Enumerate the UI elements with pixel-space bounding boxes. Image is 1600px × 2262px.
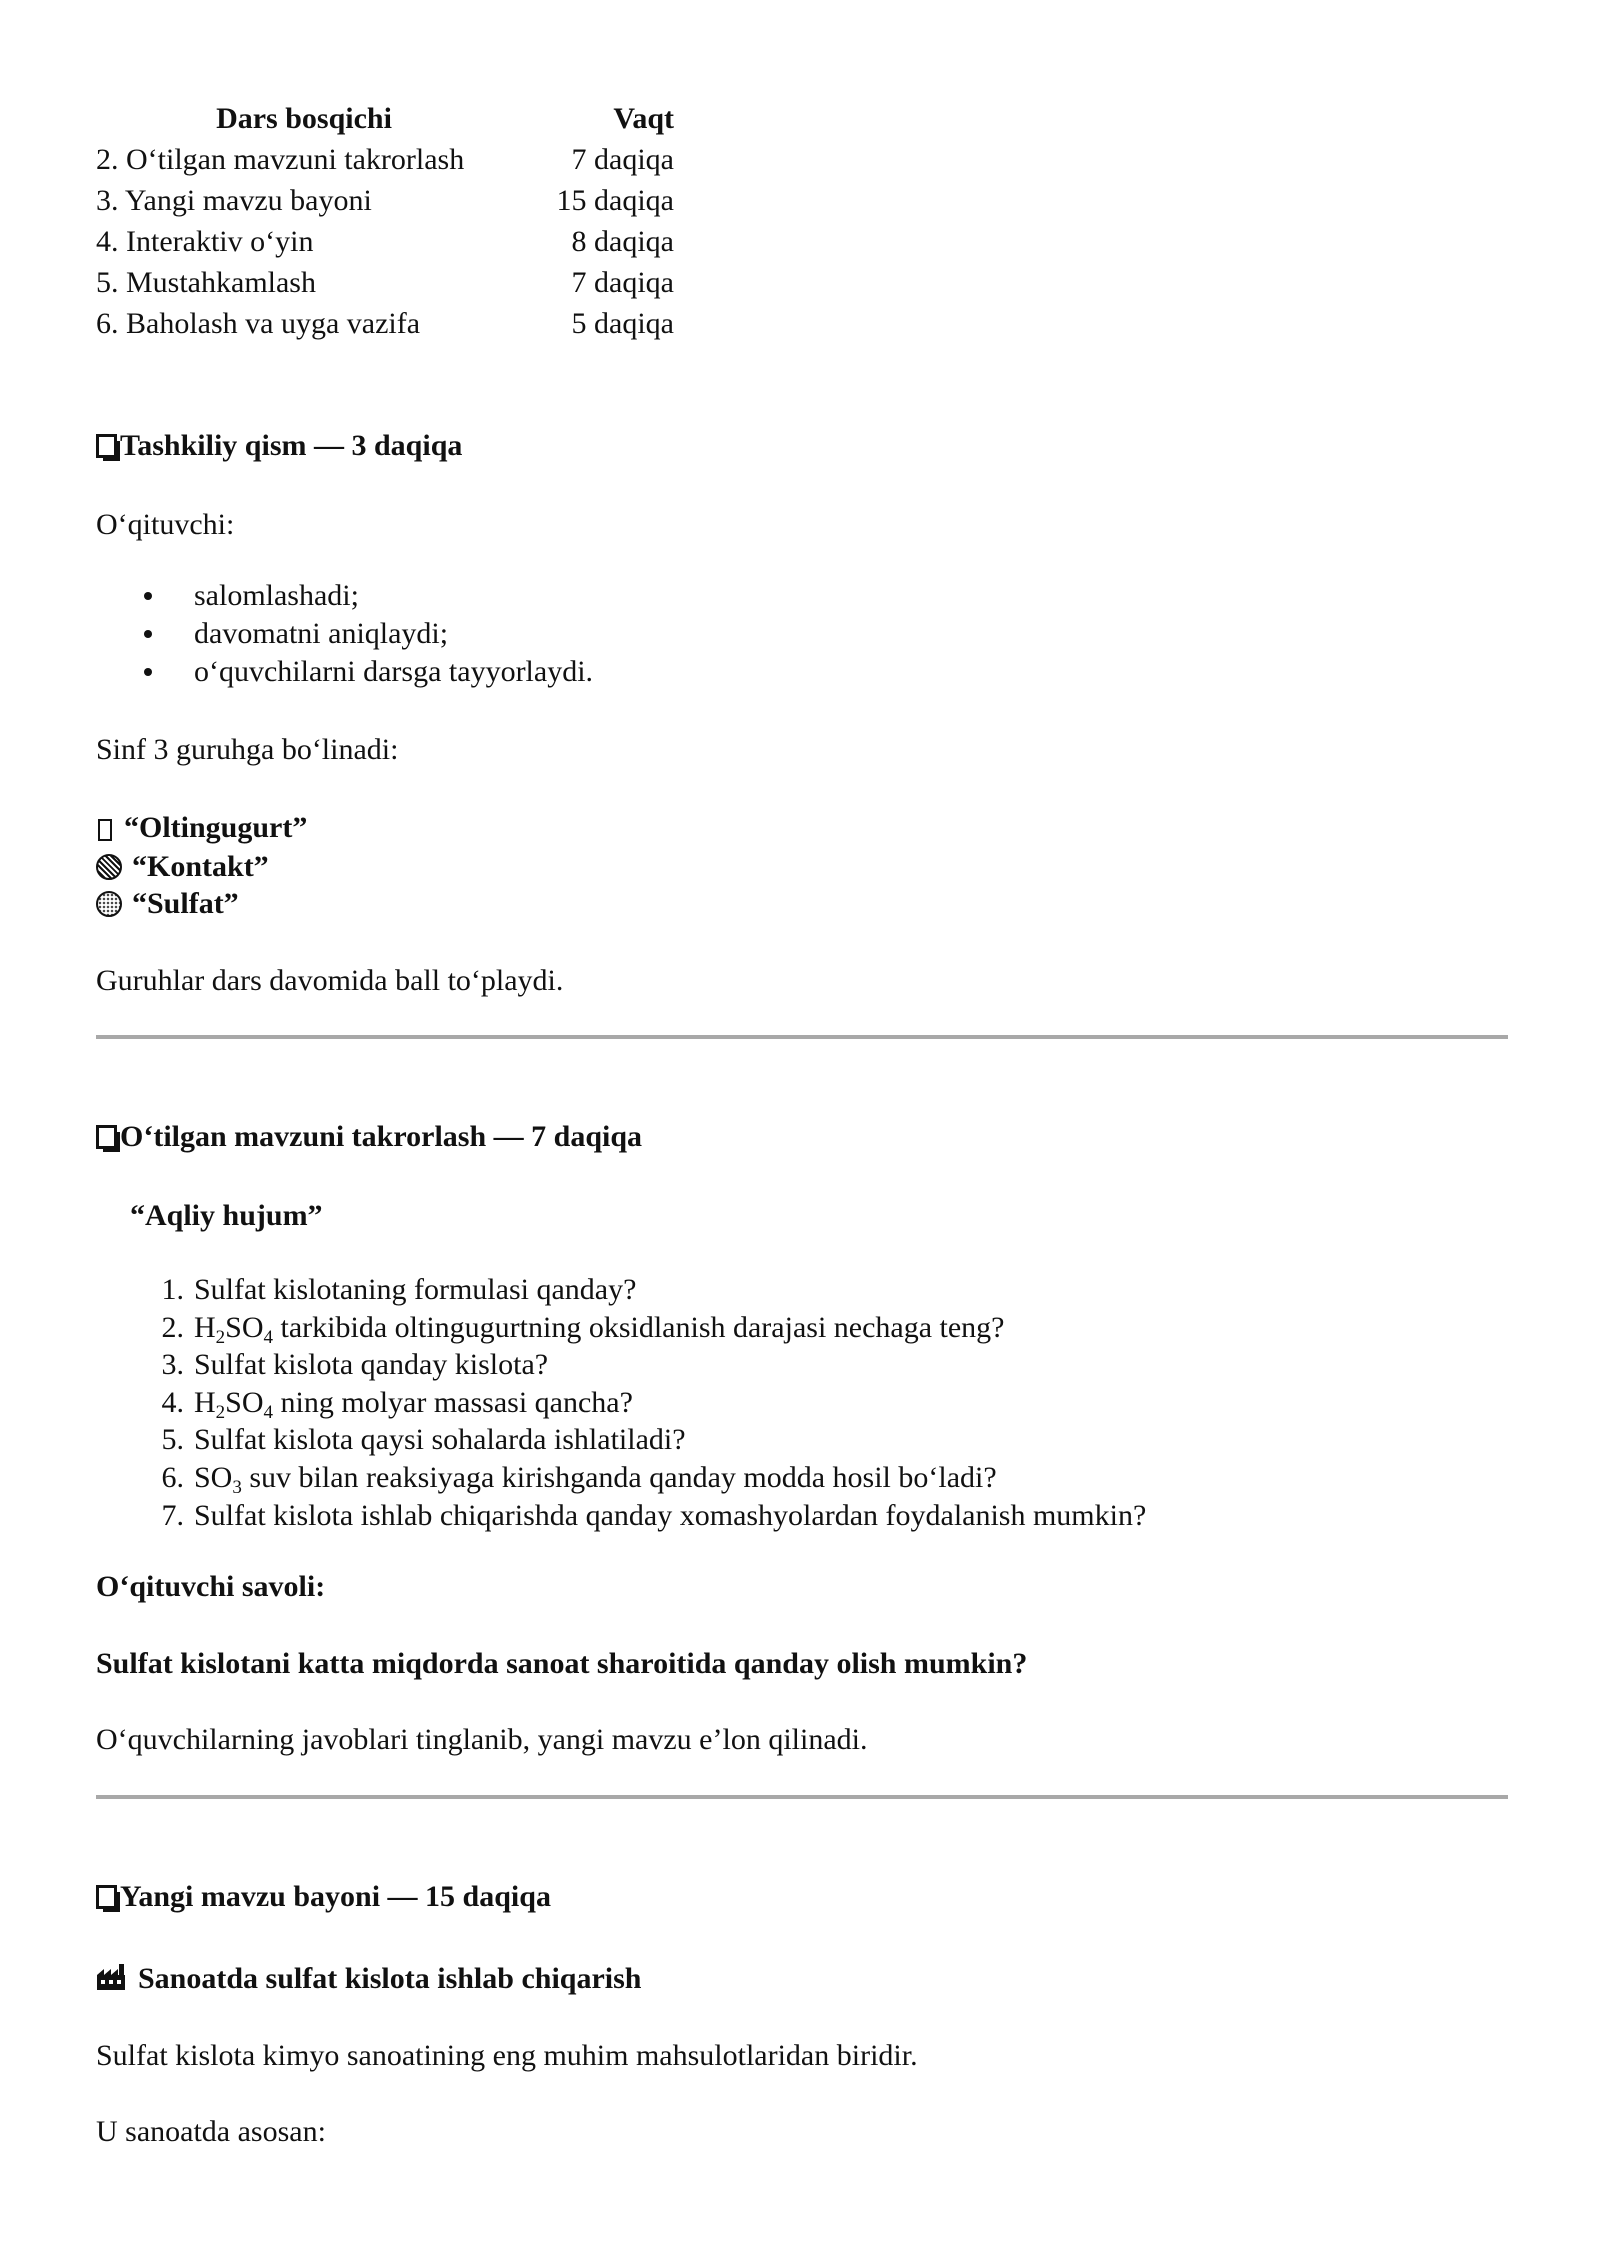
section-1-heading bbox=[96, 431, 462, 461]
paragraph: Sulfat kislota kimyo sanoatining eng muhim mahsulotlaridan biridir. bbox=[96, 2039, 918, 2072]
list-item: 3. Sulfat kislota qanday kislota? bbox=[161, 1348, 549, 1382]
brainstorm-title: “Aqliy hujum” bbox=[130, 1199, 323, 1232]
list-item: 5. Sulfat kislota qaysi sohalarda ishlatiladi? bbox=[161, 1423, 686, 1457]
hatched-circle-icon bbox=[96, 854, 122, 880]
list-item: 7. Sulfat kislota ishlab chiqarishda qanday xomashyolardan foydalanish mumkin? bbox=[161, 1498, 1147, 1532]
groups-outro: Guruhlar dars davomida ball to‘playdi. bbox=[96, 964, 564, 997]
time-cell: 7 daqiqa bbox=[571, 142, 674, 176]
dotted-circle-icon bbox=[96, 891, 122, 917]
group-item-kontakt bbox=[96, 852, 269, 882]
questions-list bbox=[140, 1271, 1146, 1534]
industrial-production-heading bbox=[96, 1963, 641, 1994]
list-item: 4. $H_2SO_4$ ning molyar massasi qancha? bbox=[161, 1385, 633, 1423]
section-3-heading bbox=[96, 1882, 551, 1912]
teacher-question-label: O‘qituvchi savoli: bbox=[96, 1570, 326, 1603]
stage-cell: 5. Mustahkamlash bbox=[96, 265, 316, 299]
divider bbox=[96, 1795, 1508, 1799]
group-name: “Kontakt” bbox=[132, 850, 269, 883]
group-name: “Oltingugurt” bbox=[124, 811, 308, 844]
list-item: salomlashadi; bbox=[140, 577, 593, 615]
keycap-2-icon bbox=[96, 1125, 117, 1149]
table-row bbox=[96, 303, 674, 344]
section-2-outro: O‘quvchilarning javoblari tinglanib, yangi mavzu e’lon qilinadi. bbox=[96, 1723, 868, 1756]
groups-intro: Sinf 3 guruhga bo‘linadi: bbox=[96, 733, 399, 766]
section-2-heading bbox=[96, 1122, 642, 1152]
stage-cell: 6. Baholash va uyga vazifa bbox=[96, 306, 421, 340]
time-cell: 15 daqiqa bbox=[556, 183, 674, 217]
section-2-title: O‘tilgan mavzuni takrorlash — 7 daqiqa bbox=[120, 1120, 643, 1153]
teacher-actions-list bbox=[140, 577, 593, 691]
group-item-oltingugurt bbox=[96, 813, 307, 843]
paragraph: U sanoatda asosan: bbox=[96, 2115, 326, 2148]
keycap-3-icon bbox=[96, 1885, 117, 1909]
missing-glyph-icon bbox=[98, 819, 112, 841]
section-1-title: Tashkiliy qism — 3 daqiqa bbox=[120, 429, 463, 462]
subheading-text: Sanoatda sulfat kislota ishlab chiqarish bbox=[138, 1962, 642, 1995]
section-3-title: Yangi mavzu bayoni — 15 daqiqa bbox=[120, 1880, 551, 1913]
time-cell: 8 daqiqa bbox=[571, 224, 674, 258]
table-row bbox=[96, 221, 674, 262]
list-item: 6. $SO_3$ suv bilan reaksiyaga kirishganda qanday modda hosil bo‘ladi? bbox=[161, 1460, 997, 1498]
list-item: 2. $H_2SO_4$ tarkibida oltingugurtning oksidlanish darajasi nechaga teng? bbox=[161, 1310, 1005, 1348]
stage-cell: 3. Yangi mavzu bayoni bbox=[96, 183, 372, 217]
teacher-question: Sulfat kislotani katta miqdorda sanoat sharoitida qanday olish mumkin? bbox=[96, 1647, 1028, 1680]
stage-column-header: Dars bosqichi bbox=[216, 101, 392, 135]
divider bbox=[96, 1035, 1508, 1039]
factory-icon bbox=[96, 1963, 126, 1991]
teacher-label: O‘qituvchi: bbox=[96, 508, 235, 541]
schedule-header-row bbox=[96, 98, 674, 139]
keycap-1-icon bbox=[96, 434, 117, 458]
table-row bbox=[96, 262, 674, 303]
table-row bbox=[96, 180, 674, 221]
group-item-sulfat bbox=[96, 889, 239, 919]
schedule-table bbox=[96, 98, 674, 344]
time-cell: 7 daqiqa bbox=[571, 265, 674, 299]
stage-cell: 2. O‘tilgan mavzuni takrorlash bbox=[96, 142, 465, 176]
time-cell: 5 daqiqa bbox=[571, 306, 674, 340]
list-item: o‘quvchilarni darsga tayyorlaydi. bbox=[140, 653, 593, 691]
time-column-header: Vaqt bbox=[613, 101, 674, 135]
list-item: davomatni aniqlaydi; bbox=[140, 615, 593, 653]
group-name: “Sulfat” bbox=[132, 887, 239, 920]
stage-cell: 4. Interaktiv o‘yin bbox=[96, 224, 314, 258]
table-row bbox=[96, 139, 674, 180]
list-item: 1. Sulfat kislotaning formulasi qanday? bbox=[161, 1273, 637, 1306]
